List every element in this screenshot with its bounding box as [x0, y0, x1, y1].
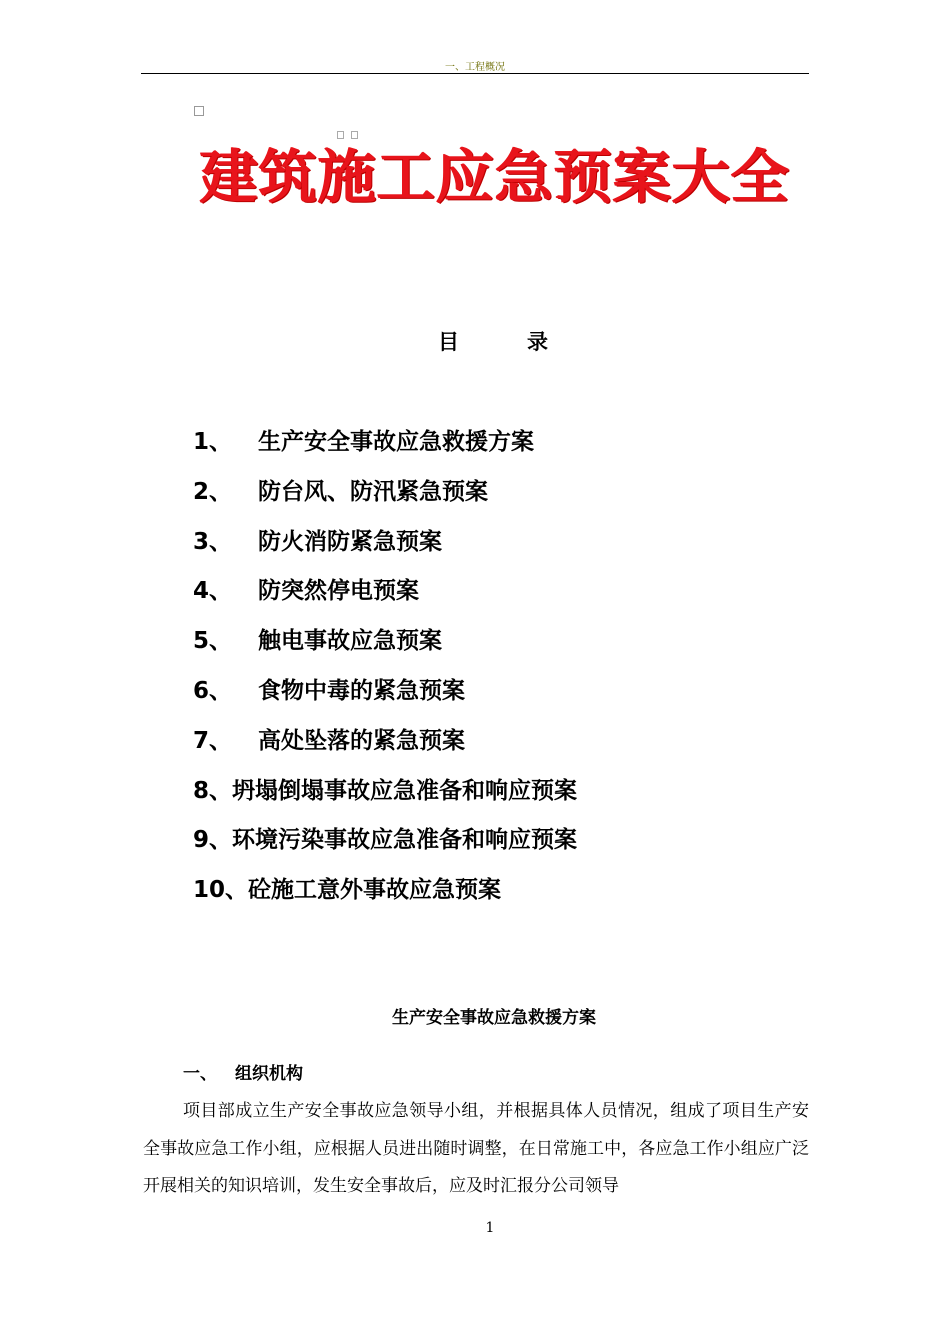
toc-item-number: 9、: [193, 827, 233, 854]
toc-list: [193, 423, 577, 921]
toc-item-text: 砼施工意外事故应急预案: [248, 877, 502, 904]
section-subhead: [183, 1059, 303, 1084]
body-paragraph: 项目部成立生产安全事故应急领导小组，并根据具体人员情况，组成了项目生产安全事故应急工作小组，应根据人员进出随时调整，在日常施工中，各应急工作小组应广泛开展相关的知识培训，发生安全事故后，应及时汇报分公司领导: [143, 1101, 809, 1196]
toc-item-number: 5、: [193, 628, 233, 655]
running-header: 一、工程概况: [445, 62, 505, 73]
subhead-text: 组织机构: [235, 1064, 303, 1084]
toc-heading-right: 录: [527, 330, 548, 354]
toc-item-number: 7、: [193, 727, 233, 754]
toc-item-number: 6、: [193, 677, 233, 704]
toc-item-text: 食物中毒的紧急预案: [258, 677, 466, 704]
toc-item-text: 防突然停电预案: [258, 578, 420, 605]
toc-item[interactable]: [193, 622, 577, 672]
subhead-number: 一、: [183, 1064, 217, 1084]
toc-item-text: 生产安全事故应急救援方案: [258, 429, 535, 455]
toc-item-number: 8、: [193, 777, 233, 804]
toc-item-text: 高处坠落的紧急预案: [258, 727, 466, 754]
toc-item-text: 触电事故应急预案: [258, 628, 443, 655]
toc-item-text: 防火消防紧急预案: [258, 528, 443, 555]
toc-heading: [438, 326, 548, 356]
section-title: 生产安全事故应急救援方案: [392, 1008, 596, 1028]
toc-item[interactable]: [193, 821, 577, 871]
toc-item-number: 4、: [193, 578, 233, 605]
toc-item-number: 1、: [193, 429, 233, 455]
header-rule: [141, 73, 809, 74]
toc-item-text: 防台风、防汛紧急预案: [258, 478, 489, 505]
toc-item[interactable]: [193, 473, 577, 523]
document-title: 建筑施工应急预案大全: [199, 143, 790, 211]
toc-item-number: 2、: [193, 478, 233, 505]
placeholder-box-icon: [194, 106, 204, 116]
toc-item[interactable]: [193, 423, 577, 473]
toc-item[interactable]: [193, 772, 577, 822]
toc-item[interactable]: [193, 871, 577, 921]
toc-item-number: 3、: [193, 528, 233, 555]
toc-item[interactable]: [193, 572, 577, 622]
toc-item-text: 环境污染事故应急准备和响应预案: [232, 827, 578, 854]
toc-item[interactable]: [193, 523, 577, 573]
toc-item[interactable]: [193, 722, 577, 772]
toc-heading-left: 目: [438, 330, 459, 354]
toc-item-text: 坍塌倒塌事故应急准备和响应预案: [232, 777, 578, 804]
toc-item-number: 10、: [193, 877, 249, 904]
toc-item[interactable]: [193, 672, 577, 722]
page-number: 1: [485, 1220, 495, 1236]
